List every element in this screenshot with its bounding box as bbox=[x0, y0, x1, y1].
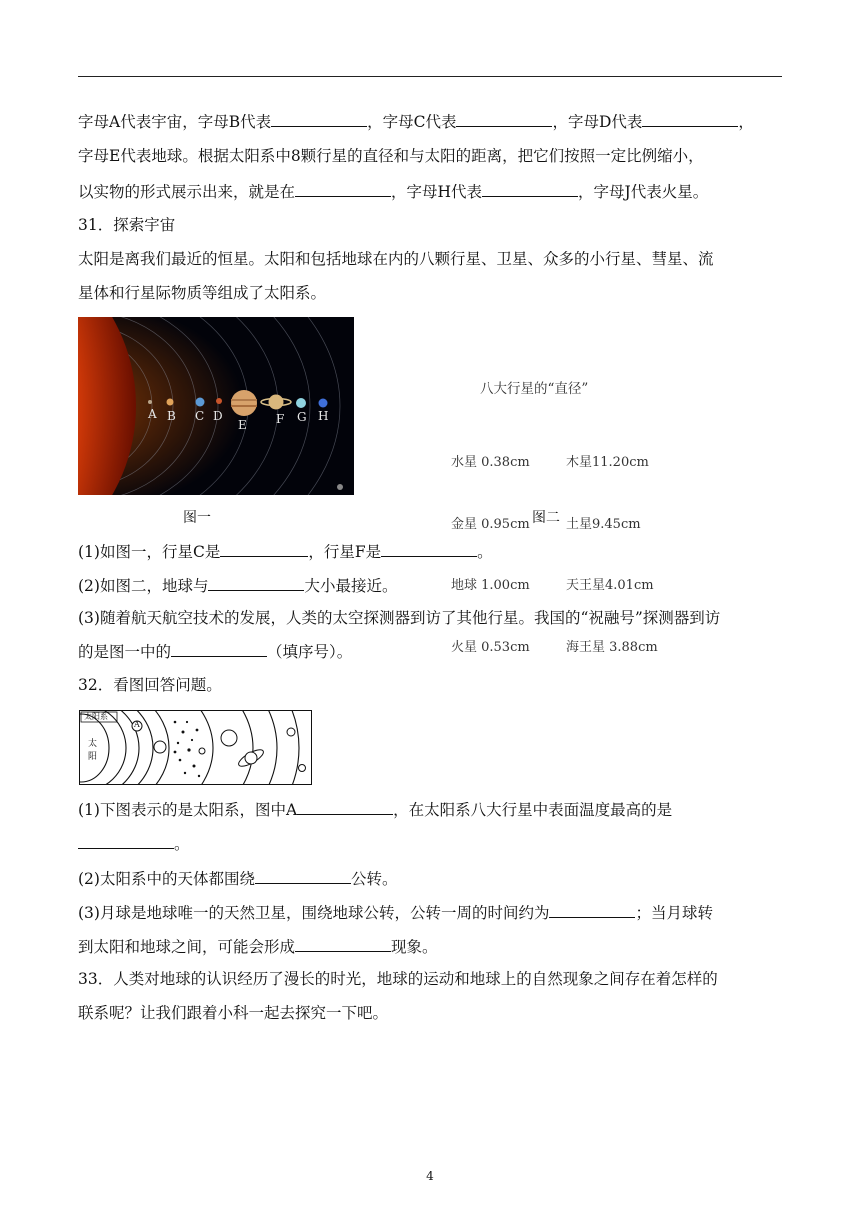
planet-label: D bbox=[213, 409, 223, 423]
question-31-title: 31．探索宇宙 bbox=[78, 216, 176, 234]
planet-label: F bbox=[276, 412, 285, 426]
figure-1-caption: 图一 bbox=[183, 510, 211, 526]
answer-blank[interactable] bbox=[255, 868, 351, 884]
q31-part-3: (3)随着航天航空技术的发展，人类的太空探测器到访了其他行星。我国的“祝融号”探测器到访 bbox=[78, 609, 721, 627]
diameter-table-right bbox=[566, 412, 658, 679]
figure-2-caption: 图二 bbox=[532, 510, 560, 526]
q31-part-3-cont: 的是图一中的 （填序号）。 bbox=[78, 643, 353, 661]
question-33-line-2: 联系呢？让我们跟着小科一起去探究一下吧。 bbox=[78, 1004, 389, 1022]
answer-blank[interactable] bbox=[549, 902, 635, 918]
answer-blank[interactable] bbox=[208, 575, 304, 591]
planet-label: E bbox=[238, 418, 247, 432]
planet-label: B bbox=[167, 409, 176, 423]
q32-part-3: (3)月球是地球唯一的天然卫星，围绕地球公转，公转一周的时间约为 ；当月球转 bbox=[78, 904, 713, 922]
table-cell: 水星 0.38cm bbox=[451, 455, 530, 470]
diameter-table-title: 八大行星的“直径” bbox=[480, 381, 589, 397]
table-cell: 天王星4.01cm bbox=[566, 578, 654, 593]
answer-blank[interactable] bbox=[271, 111, 367, 127]
text-line-6: 星体和行星际物质等组成了太阳系。 bbox=[78, 284, 327, 302]
planet-label: C bbox=[195, 409, 205, 423]
table-cell: 土星9.45cm bbox=[566, 516, 641, 532]
q31-part-2: (2)如图二，地球与 大小最接近。 bbox=[78, 577, 398, 595]
answer-blank[interactable] bbox=[297, 799, 393, 815]
q32-part-2: (2)太阳系中的天体都围绕 公转。 bbox=[78, 870, 398, 888]
header-rule bbox=[78, 76, 782, 77]
answer-blank[interactable] bbox=[456, 111, 552, 127]
q31-part-1: (1)如图一，行星C是 ，行星F是 。 bbox=[78, 543, 493, 561]
table-cell: 地球 1.00cm bbox=[451, 578, 530, 593]
q32-part-1-cont: 。 bbox=[78, 833, 190, 854]
solar-system-image bbox=[78, 317, 354, 495]
text-line-5: 太阳是离我们最近的恒星。太阳和包括地球在内的八颗行星、卫星、众多的小行星、彗星、流 bbox=[78, 250, 714, 268]
page-number: 4 bbox=[426, 1169, 434, 1183]
q32-part-3-cont: 到太阳和地球之间，可能会形成 现象。 bbox=[78, 938, 438, 956]
text-line-2: 字母E代表地球。根据太阳系中8颗行星的直径和与太阳的距离，把它们按照一定比例缩小， bbox=[78, 147, 704, 165]
table-cell: 火星 0.53cm bbox=[451, 639, 530, 655]
solar-system-sketch bbox=[79, 710, 312, 785]
answer-blank[interactable] bbox=[171, 641, 267, 657]
table-cell: 海王星 3.88cm bbox=[566, 639, 658, 655]
answer-blank[interactable] bbox=[295, 936, 391, 952]
answer-blank[interactable] bbox=[381, 541, 477, 557]
answer-blank[interactable] bbox=[482, 181, 578, 197]
question-32-title: 32．看图回答问题。 bbox=[78, 676, 222, 694]
answer-blank[interactable] bbox=[642, 111, 738, 127]
solar-system-tag: 太阳系 bbox=[84, 712, 108, 721]
q32-part-1: (1)下图表示的是太阳系，图中A ，在太阳系八大行星中表面温度最高的是 bbox=[78, 801, 673, 819]
text-line-3: 以实物的形式展示出来，就是在 ，字母H代表 ，字母J代表火星。 bbox=[78, 183, 709, 201]
planet-label: H bbox=[318, 409, 329, 423]
table-cell: 金星 0.95cm bbox=[451, 516, 530, 532]
planet-label: G bbox=[297, 410, 307, 424]
text-line-1: 字母A代表宇宙，字母B代表 ，字母C代表 ，字母D代表 ， bbox=[78, 113, 754, 131]
planet-label: A bbox=[148, 407, 157, 421]
label-a: A bbox=[134, 720, 140, 729]
question-33-line-1: 33．人类对地球的认识经历了漫长的时光，地球的运动和地球上的自然现象之间存在着怎样的 bbox=[78, 970, 718, 988]
sun-label: 太阳 bbox=[88, 739, 98, 762]
answer-blank[interactable] bbox=[78, 833, 174, 849]
table-cell: 木星11.20cm bbox=[566, 455, 649, 470]
answer-blank[interactable] bbox=[295, 181, 391, 197]
answer-blank[interactable] bbox=[220, 541, 308, 557]
